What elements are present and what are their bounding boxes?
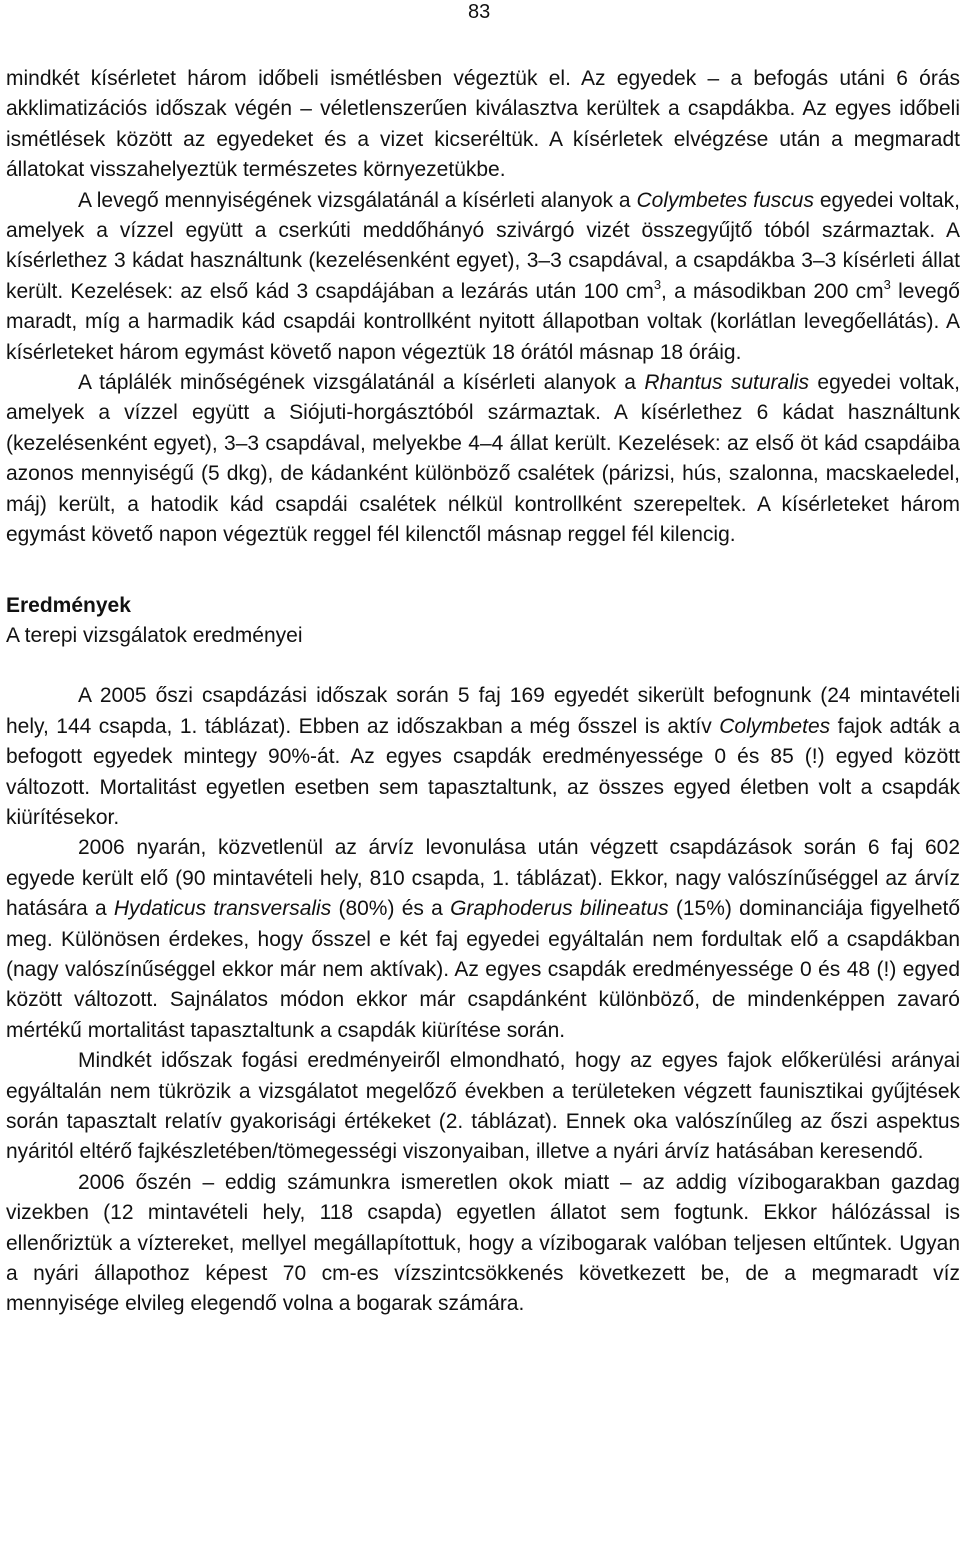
section-heading: Eredmények — [6, 593, 131, 617]
text-run: (80%) és a — [331, 897, 451, 921]
paragraph-food-quality — [6, 368, 960, 550]
text-run: levegő maradt, míg a harmadik kád csapdái kontrollként nyitott állapotban voltak (korlátlan levegőellátás). A kísérleteket három egymást követő napon végeztük 18 órától másnap 18 óráig. — [6, 279, 960, 364]
species-name: Hydaticus transversalis — [113, 897, 332, 921]
superscript: 3 — [883, 276, 891, 292]
text-run: fajok adták a befogott egyedek mintegy 90%-át. Az egyes csapdák eredményessége 0 és 85 (!) egyed között változott. Mortalitást egyetlen esetben sem tapasztaltunk, az összes egyed életben volt a csapdák kiürítésekor. — [6, 714, 960, 829]
page-number: 83 — [468, 1, 491, 23]
species-name: Colymbetes — [719, 714, 831, 738]
species-name: Colymbetes fuscus — [636, 188, 814, 212]
superscript: 3 — [653, 276, 662, 292]
subsection-heading: A terepi vizsgálatok eredményei — [6, 623, 303, 647]
text-run: A 2005 őszi csapdázási időszak során 5 faj 169 egyedét sikerült befognunk (24 mintavételi hely, 144 csapda, 1. táblázat). Ebben az időszakban a még ősszel is aktív — [6, 684, 960, 738]
paragraph-methods-continued: mindkét kísérletet három időbeli ismétlésben végeztük el. Az egyedek – a befogás utáni 6 órás akklimatizációs időszak végén – véletlenszerűen kiválasztva kerültek a csapdákba. Az egyes időbeli ismétlések között az egyedeket és a vizet kicseréltük. A kísérletek elvégzése után a megmaradt állatokat visszahelyeztük természetes környezetükbe. — [6, 67, 960, 182]
species-name: Rhantus suturalis — [644, 371, 810, 395]
text-run: , a másodikban 200 cm — [661, 279, 884, 303]
document-body — [6, 64, 960, 1320]
paragraph-results-2006 — [6, 833, 960, 1046]
paragraph-both-periods: Mindkét időszak fogási eredményeiről elmondható, hogy az egyes fajok előkerülési arányai egyáltalán nem tükrözik a vizsgálatot megelőző években a területeken végzett faunisztikai gyűjtések során tapasztalt relatív gyakorisági értékeket (2. táblázat). Ennek oka valószínűleg az őszi aspektus nyáritól eltérő fajkészletében/tömegességi viszonyaiban, illetve a nyári árvíz hatásában keresendő. — [6, 1049, 960, 1164]
text-run: egyedei voltak, amelyek a vízzel együtt a Siójuti-horgásztóból származtak. A kísérlethez 6 kádat használtunk (kezelésenként egyet), 3–3 csapdával, melyekbe 4–4 állat került. Kezelések: az első öt kád csapdáiba azonos mennyiségű (5 dkg), de kádanként különböző csalétek (párizsi, hús, szalonna, macskaeledel, máj) került, a hatodik kád csapdái csalétek nélkül kontrollként szerepeltek. A kísérleteket három egymást követő napon végeztük reggel fél kilenctől másnap reggel fél kilencig. — [6, 371, 960, 547]
text-run: A levegő mennyiségének vizsgálatánál a kísérleti alanyok a — [78, 188, 637, 212]
paragraph-results-2005 — [6, 681, 960, 833]
text-run: A táplálék minőségének vizsgálatánál a kísérleti alanyok a — [78, 371, 645, 395]
paragraph-air-quantity — [6, 186, 960, 368]
text-run: egyedei voltak, amelyek a vízzel együtt a cserkúti meddőhányó szivárgó vizét összegyűjtő tóból származtak. A kísérlethez 3 kádat használtunk (kezelésenként egyet), 3–3 csapdával, a csapdákba 3–3 kísérleti állat került. Kezelések: az első kád 3 csapdájában a lezárás után 100 cm — [6, 188, 960, 303]
species-name: Graphoderus bilineatus — [450, 897, 669, 921]
paragraph-autumn-2006: 2006 őszén – eddig számunkra ismeretlen okok miatt – az addig vízibogarakban gazdag vizekben (12 mintavételi hely, 118 csapda) egyetlen állatot sem fogtunk. Ekkor hálózással is ellenőriztük a víztereket, mellyel megállapítottuk, hogy a vízibogarak valóban teljesen eltűntek. Ugyan a nyári állapothoz képest 70 cm-es vízszintcsökkenés következett be, de a megmaradt víz mennyisége elvileg elegendő volna a bogarak számára. — [6, 1170, 960, 1316]
text-run: 2006 nyarán, közvetlenül az árvíz levonulása után végzett csapdázások során 6 faj 602 egyede került elő (90 mintavételi hely, 810 csapda, 1. táblázat). Ekkor, nagy valószínűséggel az árvíz hatására a — [6, 836, 960, 921]
text-run: (15%) dominanciája figyelhető meg. Különösen érdekes, hogy ősszel e két faj egyedei egyáltalán nem fordultak elő a csapdákban (nagy valószínűséggel ekkor már nem aktívak). Az egyes csapdák eredményessége 0 és 48 (!) egyed között változott. Sajnálatos módon ekkor már csapdánként különböző, de mindenképpen zavaró mértékű mortalitást tapasztaltunk a csapdák kiürítése során. — [6, 897, 960, 1042]
